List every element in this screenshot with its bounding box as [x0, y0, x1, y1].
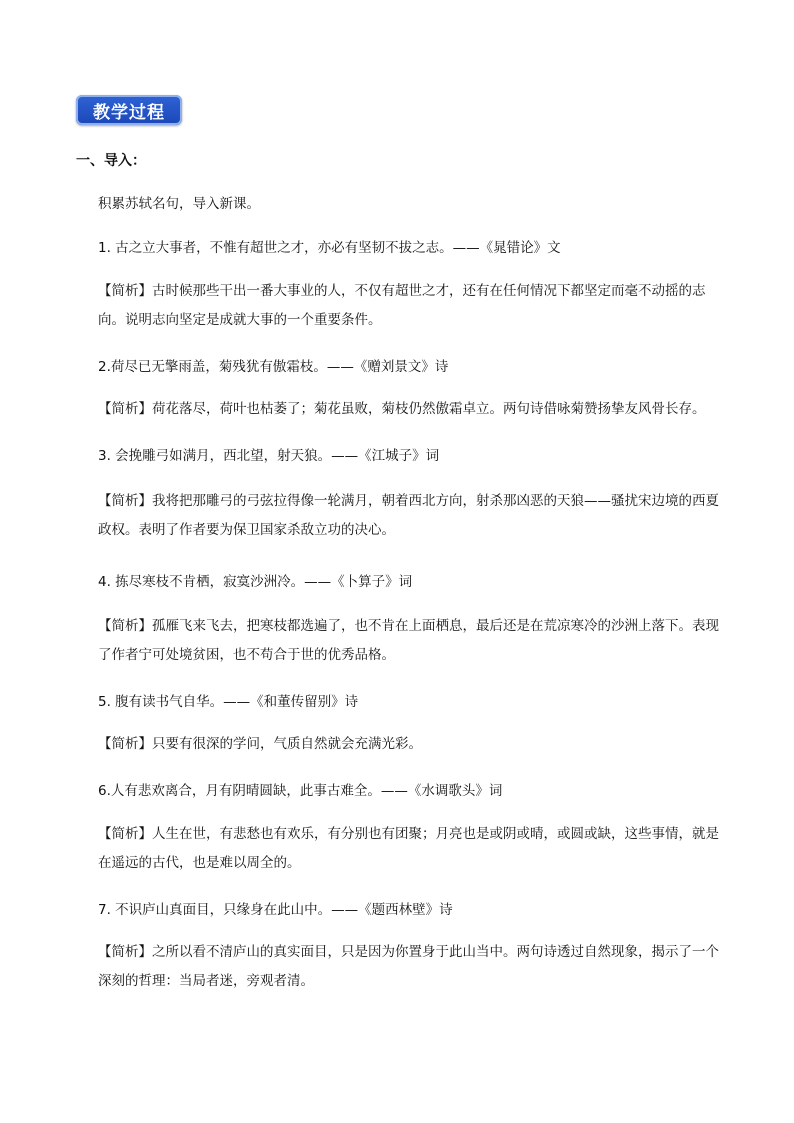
- quote-item: 1. 古之立大事者，不惟有超世之才，亦必有坚韧不拔之志。——《晁错论》文: [98, 240, 561, 256]
- analysis-paragraph: [98, 277, 724, 335]
- quote-item: 2.荷尽已无擎雨盖，菊残犹有傲霜枝。——《赠刘景文》诗: [98, 359, 449, 375]
- analysis-text: 之所以看不清庐山的真实面目，只是因为你置身于此山当中。两句诗透过自然现象，揭示了一个深刻的哲理：当局者迷，旁观者清。: [98, 944, 719, 989]
- analysis-text: 孤雁飞来飞去，把寒枝都选遍了，也不肯在上面栖息，最后还是在荒凉寒冷的沙洲上落下。表现了作者宁可处境贫困，也不苟合于世的优秀品格。: [98, 618, 719, 663]
- quote-item: 6.人有悲欢离合，月有阴晴圆缺，此事古难全。——《水调歌头》词: [98, 783, 503, 799]
- analysis-text: 古时候那些干出一番大事业的人，不仅有超世之才，还有在任何情况下都坚定而毫不动摇的志向。说明志向坚定是成就大事的一个重要条件。: [98, 283, 706, 328]
- analysis-tag: 【简析】: [98, 618, 152, 634]
- quote-item: 5. 腹有读书气自华。——《和董传留别》诗: [98, 694, 359, 710]
- analysis-paragraph: [98, 395, 724, 424]
- analysis-paragraph: [98, 730, 724, 759]
- analysis-tag: 【简析】: [98, 944, 152, 960]
- analysis-paragraph: [98, 612, 724, 670]
- analysis-text: 只要有很深的学问，气质自然就会充满光彩。: [152, 736, 422, 752]
- section-heading: 一、导入：: [76, 153, 146, 169]
- intro-text: 积累苏轼名句，导入新课。: [98, 196, 260, 212]
- analysis-text: 我将把那雕弓的弓弦拉得像一轮满月，朝着西北方向，射杀那凶恶的天狼——骚扰宋边境的西夏政权。表明了作者要为保卫国家杀敌立功的决心。: [98, 493, 719, 538]
- analysis-text: 荷花落尽，荷叶也枯萎了；菊花虽败，菊枝仍然傲霜卓立。两句诗借咏菊赞扬挚友风骨长存。: [152, 401, 706, 417]
- quote-item: 4. 拣尽寒枝不肯栖，寂寞沙洲冷。——《卜算子》词: [98, 574, 413, 590]
- analysis-tag: 【简析】: [98, 283, 152, 299]
- quote-item: 3. 会挽雕弓如满月，西北望，射天狼。——《江城子》词: [98, 448, 440, 464]
- analysis-paragraph: [98, 820, 724, 878]
- analysis-paragraph: [98, 938, 724, 996]
- analysis-tag: 【简析】: [98, 826, 152, 842]
- section-badge: 教学过程: [76, 95, 182, 125]
- analysis-tag: 【简析】: [98, 736, 152, 752]
- analysis-tag: 【简析】: [98, 493, 152, 509]
- analysis-paragraph: [98, 487, 724, 545]
- analysis-text: 人生在世，有悲愁也有欢乐，有分别也有团聚；月亮也是或阴或晴，或圆或缺，这些事情，就是在遥远的古代，也是难以周全的。: [98, 826, 719, 871]
- quote-item: 7. 不识庐山真面目，只缘身在此山中。——《题西林壁》诗: [98, 902, 453, 918]
- analysis-tag: 【简析】: [98, 401, 152, 417]
